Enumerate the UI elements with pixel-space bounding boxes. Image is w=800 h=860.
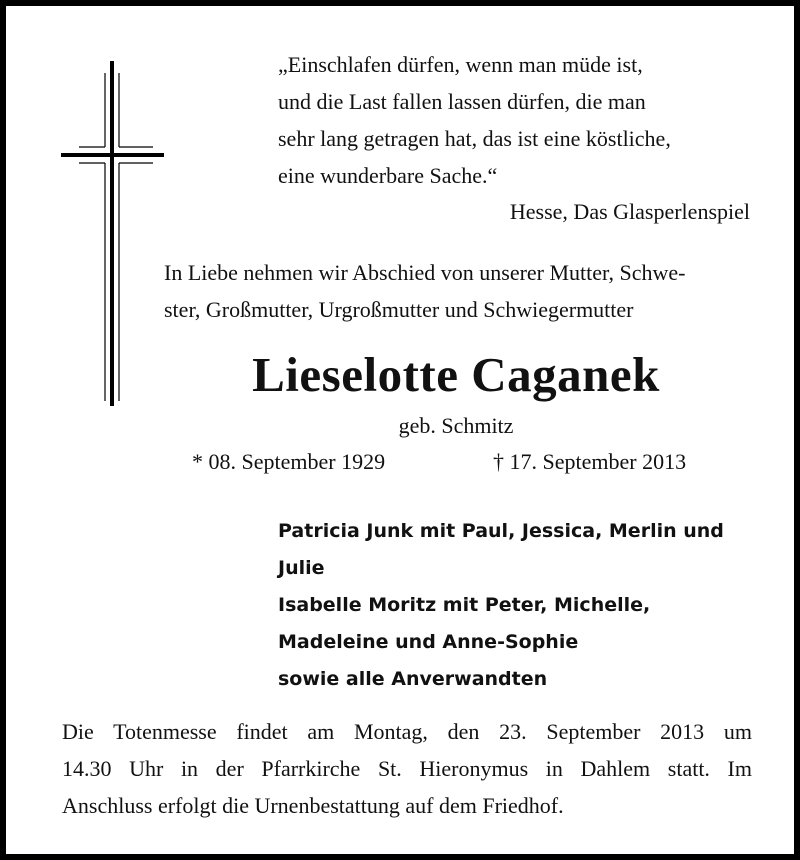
- farewell-intro: [164, 254, 764, 328]
- maiden-name: geb. Schmitz: [398, 413, 514, 438]
- death-date: † 17. September 2013: [493, 449, 687, 474]
- mourner-line: Julie: [278, 557, 325, 579]
- notice-line: 14.30 Uhr in der Pfarrkirche St. Hieronymus in Dahlem statt. Im: [62, 756, 752, 781]
- quote-line: und die Last fallen lassen dürfen, die man: [278, 89, 646, 114]
- notice-line: Anschluss erfolgt die Urnenbestattung auf dem Friedhof.: [62, 793, 564, 818]
- funeral-notice: [62, 713, 752, 824]
- birth-date: * 08. September 1929: [192, 449, 386, 474]
- mourners-list: [278, 513, 778, 698]
- quote-line: sehr lang getragen hat, das ist eine köstliche,: [278, 126, 671, 151]
- quote-line: „Einschlafen dürfen, wenn man müde ist,: [278, 52, 643, 77]
- notice-line: Die Totenmesse findet am Montag, den 23. September 2013 um: [62, 719, 752, 744]
- intro-line: ster, Großmutter, Urgroßmutter und Schwiegermutter: [164, 297, 634, 322]
- mourner-line: Madeleine und Anne-Sophie: [278, 631, 579, 653]
- deceased-name: Lieselotte Caganek: [252, 347, 660, 402]
- mourner-line: Isabelle Moritz mit Peter, Michelle,: [278, 594, 651, 616]
- mourner-line: Patricia Junk mit Paul, Jessica, Merlin und: [278, 520, 724, 542]
- quote-source: Hesse, Das Glasperlenspiel: [509, 199, 750, 224]
- intro-line: In Liebe nehmen wir Abschied von unserer Mutter, Schwe-: [164, 260, 686, 285]
- epigraph-quote: [278, 46, 768, 194]
- quote-line: eine wunderbare Sache.“: [278, 163, 498, 188]
- mourner-line: sowie alle Anverwandten: [278, 668, 548, 690]
